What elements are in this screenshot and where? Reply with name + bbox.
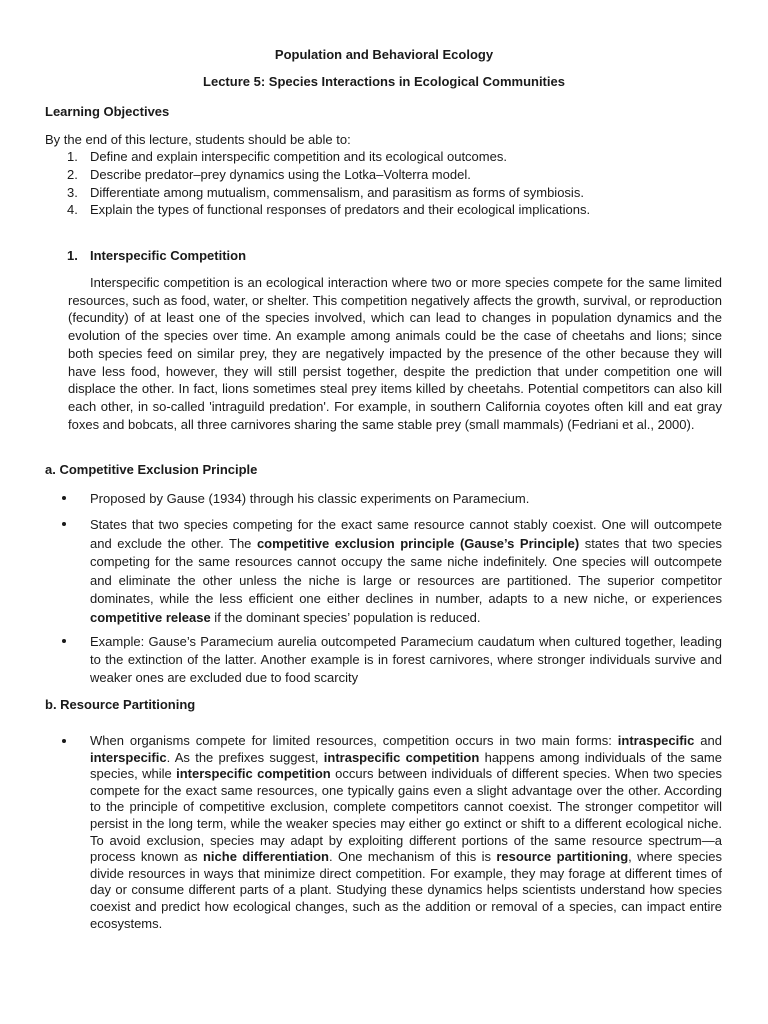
objective-item xyxy=(67,185,584,201)
objective-number: 2. xyxy=(67,167,78,182)
bullet-text: Example: Gause’s Paramecium aurelia outcompeted Paramecium caudatum when cultured together, leading to the extinction of the latter. Another example is in forest carnivores, where stronger individuals survive and weaker ones are excluded due to food scarcity xyxy=(90,634,722,685)
bold-term: niche differentiation xyxy=(202,849,329,865)
bold-term: competitive release xyxy=(90,609,211,625)
bold-term: competitive exclusion principle (Gause’s Principle) xyxy=(256,535,580,551)
bold-term: resource partitioning xyxy=(496,849,629,865)
section1-title: Interspecific Competition xyxy=(90,248,247,263)
objective-item xyxy=(67,202,590,218)
bullet-dot xyxy=(62,522,66,526)
bold-term: intraspecific competition xyxy=(323,749,480,765)
objective-text: Define and explain interspecific competition and its ecological outcomes. xyxy=(90,149,507,164)
section1-paragraph xyxy=(68,274,722,433)
bullet-text-run: if the dominant species’ population is reduced. xyxy=(210,609,481,625)
course-title: Population and Behavioral Ecology xyxy=(274,47,494,62)
lecture-title: Lecture 5: Species Interactions in Ecological Communities xyxy=(203,74,565,89)
objective-number: 1. xyxy=(67,149,78,164)
bullet-dot xyxy=(62,639,66,643)
bullet-text-run: states that two species competing for the same resources cannot occupy the same niche indefinitely. One species will outcompete and eliminate the other unless the niche is large or resources are partitioned. The superior competitor dominates, while the less efficient one either declines in number, adapts to a new niche, or experiences xyxy=(90,535,722,606)
objectives-heading: Learning Objectives xyxy=(45,104,170,119)
bullet-dot xyxy=(62,739,66,743)
bullet-text: Proposed by Gause (1934) through his classic experiments on Paramecium. xyxy=(90,491,530,506)
objectives-intro: By the end of this lecture, students should be able to: xyxy=(45,132,351,147)
bullet-text-run: . As the prefixes suggest, xyxy=(166,749,324,765)
bullet-text-run: , where species divide resources in ways that minimize direct competition. For example, they may forage at different times of day or consume different parts of a plant. Studying these dynamics helps scientists understand how species coexist and predict how ecological changes, such as the addition or removal of a species, can impact entire ecosystems. xyxy=(90,849,722,931)
bold-term: intraspecific xyxy=(617,733,695,748)
objective-number: 4. xyxy=(67,202,78,217)
objective-text: Describe predator–prey dynamics using the Lotka–Volterra model. xyxy=(90,167,471,182)
objective-text: Differentiate among mutualism, commensalism, and parasitism as forms of symbiosis. xyxy=(90,185,584,200)
section-b-heading: b. Resource Partitioning xyxy=(45,697,196,712)
bullet-text-run: happens among individuals of the same species, while xyxy=(90,749,722,782)
bullet-text-run: When organisms compete for limited resources, competition occurs in two main forms: xyxy=(90,733,618,748)
section1-heading xyxy=(67,248,246,264)
section1-number: 1. xyxy=(67,248,78,263)
bold-term: interspecific competition xyxy=(176,766,331,782)
bullet-text-run: and xyxy=(694,733,722,748)
bullet-text-run: States that two species competing for the exact same resource cannot stably coexist. One will outcompete and exclude the other. The xyxy=(90,517,722,551)
bullet-dot xyxy=(62,496,66,500)
bullet-text-run: occurs between individuals of different species. When two species compete for the exact same resources, one typically gains even a slight advantage over the other. According to the principle of competitive exclusion, complete competitors cannot coexist. The stronger competitor will persist in the long term, while the weaker species may either go extinct or shift to a different ecological niche. To avoid exclusion, species may adapt by exploiting different portions of the same resource spectrum—a process known as xyxy=(90,766,722,865)
section-a-heading: a. Competitive Exclusion Principle xyxy=(45,462,258,477)
objective-number: 3. xyxy=(67,185,78,200)
bold-term: interspecific xyxy=(90,749,167,765)
bullet-text xyxy=(90,516,722,627)
bullet-text-run: . One mechanism of this is xyxy=(328,849,497,865)
bullet-text xyxy=(90,733,722,932)
objective-item xyxy=(67,167,471,183)
objective-item xyxy=(67,149,507,165)
objective-text: Explain the types of functional responses of predators and their ecological implications. xyxy=(90,202,591,217)
section1-paragraph-text: Interspecific competition is an ecological interaction where two or more species compete for the same limited resources, such as food, water, or shelter. This competition negatively affects the growth, survival, or reproduction (fecundity) of at least one of the species involved, which can lead to changes in population dynamics and the evolution of the species over time. An example among animals could be the case of cheetahs and lions; since both species feed on similar prey, they are negatively impacted by the presence of the other because they will have less food, however, they will still persist together, despite the prediction that under competition one will displace the other. In fact, lions sometimes steal prey items killed by cheetahs. Potential competitors can also kill each other, in so-called 'intraguild predation'. For example, in southern California coyotes often kill and eat gray foxes and bobcats, all three carnivores sharing the same stable prey (small mammals) (Fedriani et al., 2000). xyxy=(68,275,722,432)
